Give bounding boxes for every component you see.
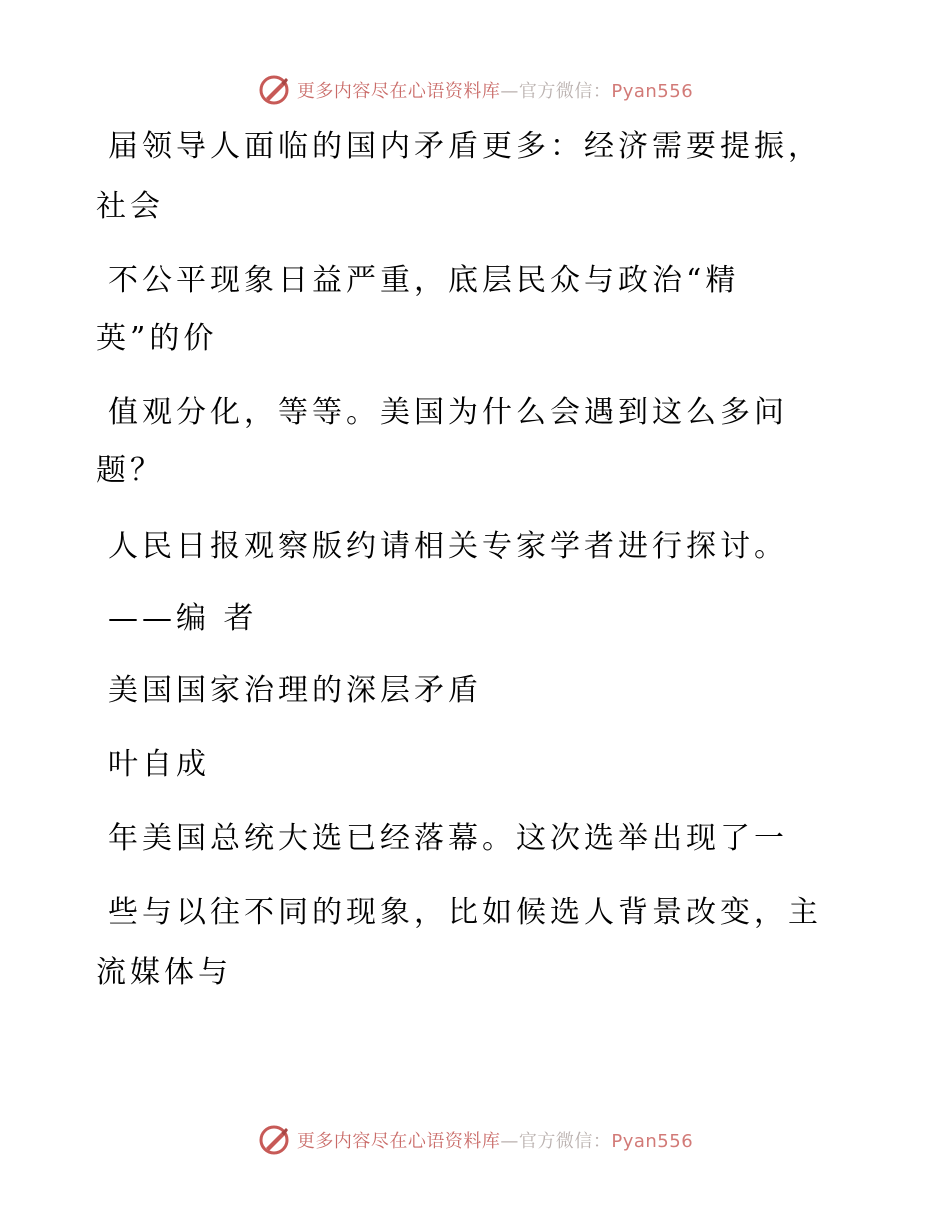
watermark-main: 更多内容尽在心语资料库 xyxy=(296,81,501,102)
pen-logo-icon xyxy=(257,1123,291,1157)
text-line: 人民日报观察版约请相关专家学者进行探讨。 xyxy=(108,529,788,564)
text-line: 英”的价 xyxy=(96,321,218,356)
watermark-dash: — xyxy=(500,81,519,102)
text-line: 题？ xyxy=(96,453,164,488)
header-watermark xyxy=(0,70,950,110)
watermark-dash: — xyxy=(500,1131,519,1152)
text-line: 流媒体与 xyxy=(96,955,232,990)
text-line: 值观分化，等等。美国为什么会遇到这么多问 xyxy=(108,395,788,430)
author-name: 叶自成 xyxy=(108,747,210,782)
watermark-text xyxy=(297,77,693,103)
watermark-id: Pyan556 xyxy=(611,1131,694,1152)
watermark-id: Pyan556 xyxy=(611,81,694,102)
section-title: 美国国家治理的深层矛盾 xyxy=(108,673,482,708)
text-line: 些与以往不同的现象，比如候选人背景改变，主 xyxy=(108,895,822,930)
text-line: 不公平现象日益严重，底层民众与政治“精 xyxy=(108,263,740,298)
text-line: 届领导人面临的国内矛盾更多：经济需要提振， xyxy=(108,129,822,164)
watermark-sub: 官方微信： xyxy=(518,81,612,102)
text-line: 社会 xyxy=(96,189,164,224)
text-line: 年美国总统大选已经落幕。这次选举出现了一 xyxy=(108,821,788,856)
text-line: ——编 者 xyxy=(108,601,258,636)
watermark-main: 更多内容尽在心语资料库 xyxy=(296,1131,501,1152)
watermark-text xyxy=(297,1127,693,1153)
footer-watermark xyxy=(0,1120,950,1160)
pen-logo-icon xyxy=(257,73,291,107)
watermark-sub: 官方微信： xyxy=(518,1131,612,1152)
